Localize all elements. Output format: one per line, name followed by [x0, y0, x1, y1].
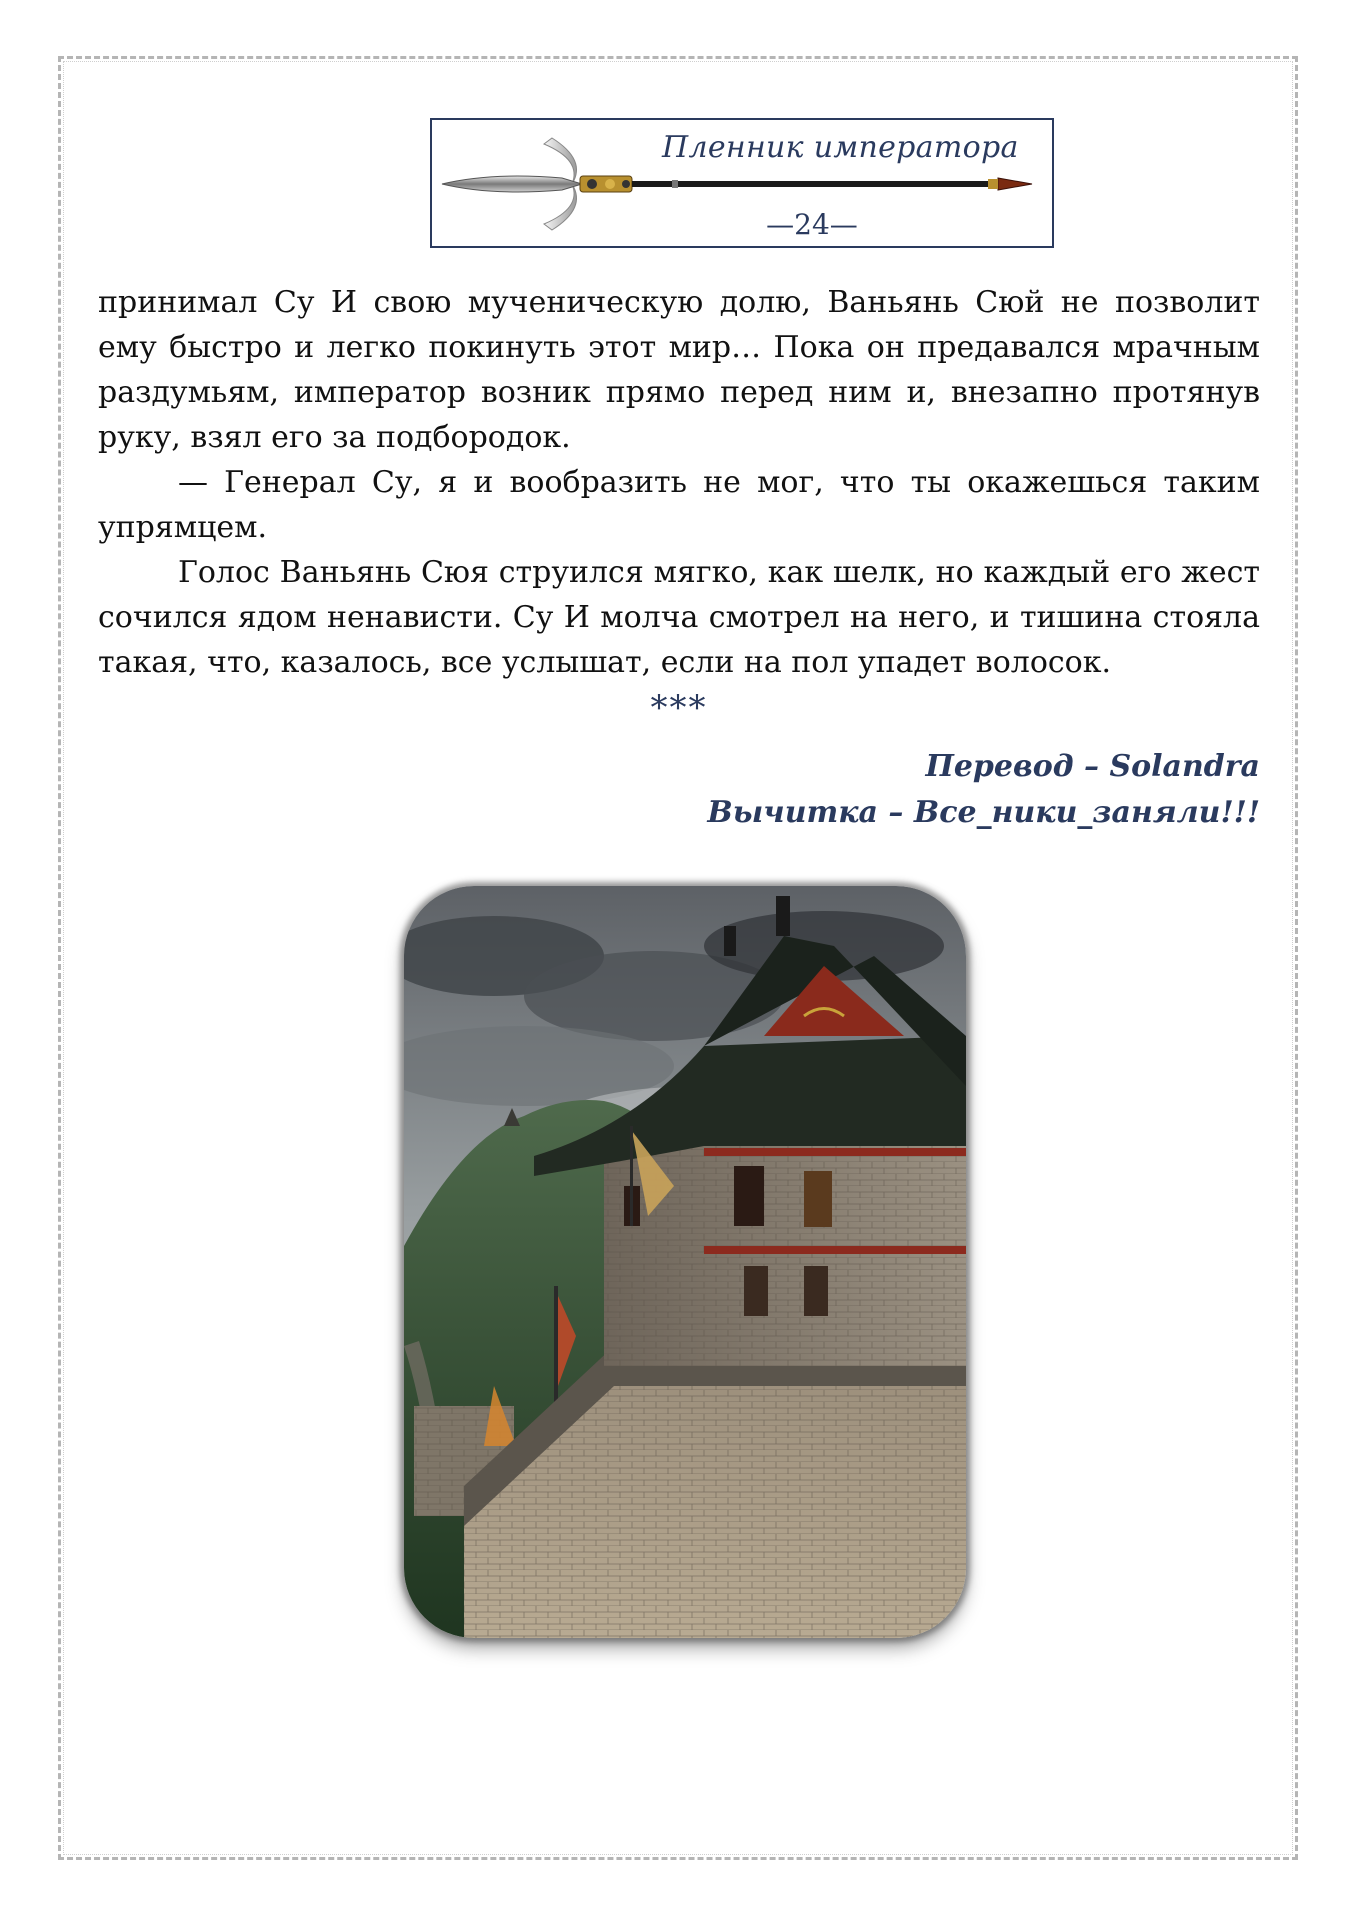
section-separator: ***	[650, 688, 708, 728]
paragraph: — Генерал Су, я и вообразить не мог, что ты окажешься таким упрямцем.	[98, 465, 1260, 545]
proofreading-credit: Вычитка – Все_ники_заняли!!!	[707, 795, 1260, 830]
page-header	[430, 118, 1054, 248]
chinese-watchtower-picture	[404, 886, 966, 1638]
page-number: —24—	[766, 208, 858, 241]
credits	[707, 744, 1260, 836]
paragraph: Голос Ваньянь Сюя струился мягко, как шелк, но каждый его жест сочился ядом ненависти. Су И молча смотрел на него, и тишина стояла такая, что, казалось, все услышат, если на пол упадет волосок.	[98, 555, 1260, 680]
book-title: Пленник императора	[662, 130, 1019, 165]
translation-credit: Перевод – Solandra	[925, 749, 1260, 784]
body-text	[98, 280, 1260, 685]
paragraph: принимал Су И свою мученическую долю, Ваньянь Сюй не позволит ему быстро и легко покинуть этот мир… Пока он предавался мрачным раздумьям, император возник прямо перед ним и, внезапно протянув руку, взял его за подбородок.	[98, 285, 1260, 455]
